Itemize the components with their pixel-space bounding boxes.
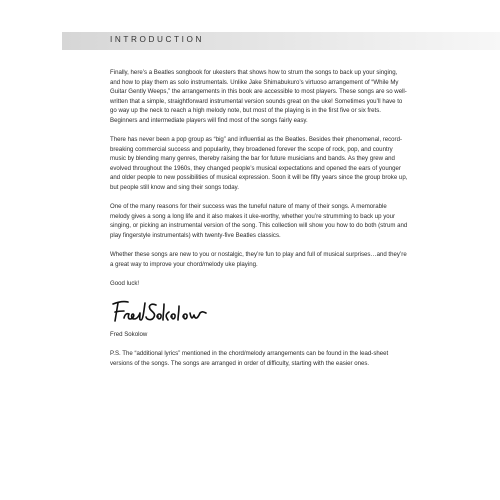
paragraph-closing: Whether these songs are new to you or nostalgic, they’re fun to play and full of musical surprises…and they’re a great way to improve your chord/melody uke playing. <box>110 251 407 268</box>
section-title: INTRODUCTION <box>110 35 204 44</box>
paragraph-intro: Finally, here’s a Beatles songbook for ukesters that shows how to strum the songs to back up your singing, and how to play them as solo instrumentals. Unlike Jake Shimabukuro’s virtuoso arrangement of “While My Guitar Gently Weeps,” the arrangements in this book are accessible to most players. These songs are so well-written that a simple, straightforward instrumental version sounds great on the uke! Sometimes you’ll have to go way up the neck to reach a high melody note, but most of the playing is in the first five or six frets. Beginners and intermediate players will find most of the songs fairly easy. <box>110 69 407 124</box>
handwritten-signature <box>110 298 408 326</box>
paragraph-melody: One of the many reasons for their success was the tuneful nature of many of their songs. A memorable melody gives a song a long life and it also makes it uke-worthy, whether you’re strumming to back up your singing, or picking an instrumental version of the song. This collection will show you how to do both (strum and play fingerstyle instrumentals) with twenty-five Beatles classics. <box>110 203 408 239</box>
postscript: P.S. The “additional lyrics” mentioned in the chord/melody arrangements can be found in the lead-sheet versions of the songs. The songs are arranged in order of difficulty, starting with the easier ones. <box>110 350 389 367</box>
paragraph-influence: There has never been a pop group as “big” and influential as the Beatles. Besides their phenomenal, record-breaking commercial success and popularity, they broadened forever the scope of rock, pop, and country music by blending many genres, thereby raising the bar for future musicians and bands. As they grew and evolved throughout the 1960s, they changed people’s musical expectations and opened the ears of younger and older people to new possibilities of musical expression. Soon it will be fifty years since the group broke up, but people still know and sing their songs today. <box>110 136 408 192</box>
page-body <box>110 68 408 378</box>
good-luck: Good luck! <box>110 279 140 287</box>
author-name: Fred Sokolow <box>110 330 148 338</box>
